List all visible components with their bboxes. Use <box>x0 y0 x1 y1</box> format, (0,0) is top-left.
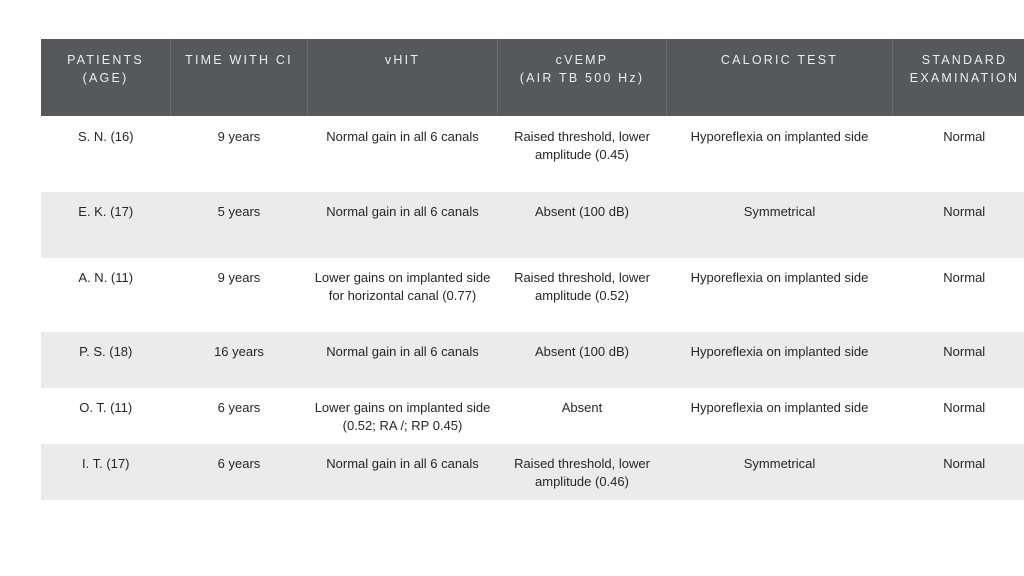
header-cvemp: cVEMP (AIR TB 500 Hz) <box>498 39 667 116</box>
cell-cvemp: Raised threshold, lower amplitude (0.45) <box>498 116 667 192</box>
cell-patient: A. N. (11) <box>41 258 171 332</box>
cell-caloric: Hyporeflexia on implanted side <box>667 332 893 388</box>
header-standard-examination: STANDARD EXAMINATION <box>893 39 1024 116</box>
table-row <box>41 258 1024 332</box>
table-row <box>41 332 1024 388</box>
table-row <box>41 192 1024 258</box>
cell-cvemp: Absent <box>498 388 667 444</box>
cell-cvemp: Absent (100 dB) <box>498 332 667 388</box>
header-patients: PATIENTS (AGE) <box>41 39 171 116</box>
results-table <box>41 39 1024 500</box>
table-row <box>41 444 1024 500</box>
cell-vhit: Normal gain in all 6 canals <box>308 192 498 258</box>
cell-time: 6 years <box>171 444 308 500</box>
cell-time: 16 years <box>171 332 308 388</box>
cell-vhit: Normal gain in all 6 canals <box>308 116 498 192</box>
cell-caloric: Symmetrical <box>667 444 893 500</box>
table-row <box>41 116 1024 192</box>
cell-cvemp: Absent (100 dB) <box>498 192 667 258</box>
cell-time: 9 years <box>171 116 308 192</box>
header-vhit: vHIT <box>308 39 498 116</box>
cell-standard: Normal <box>893 388 1024 444</box>
table-row <box>41 388 1024 444</box>
cell-standard: Normal <box>893 444 1024 500</box>
cell-vhit: Lower gains on implanted side (0.52; RA /; RP 0.45) <box>308 388 498 444</box>
cell-patient: O. T. (11) <box>41 388 171 444</box>
cell-patient: P. S. (18) <box>41 332 171 388</box>
cell-standard: Normal <box>893 192 1024 258</box>
cell-standard: Normal <box>893 332 1024 388</box>
cell-patient: E. K. (17) <box>41 192 171 258</box>
cell-time: 6 years <box>171 388 308 444</box>
cell-time: 9 years <box>171 258 308 332</box>
cell-vhit: Lower gains on implanted side for horizontal canal (0.77) <box>308 258 498 332</box>
header-time-with-ci: TIME WITH CI <box>171 39 308 116</box>
cell-caloric: Hyporeflexia on implanted side <box>667 258 893 332</box>
cell-standard: Normal <box>893 258 1024 332</box>
cell-cvemp: Raised threshold, lower amplitude (0.52) <box>498 258 667 332</box>
cell-vhit: Normal gain in all 6 canals <box>308 332 498 388</box>
cell-standard: Normal <box>893 116 1024 192</box>
cell-caloric: Hyporeflexia on implanted side <box>667 116 893 192</box>
header-caloric-test: CALORIC TEST <box>667 39 893 116</box>
cell-vhit: Normal gain in all 6 canals <box>308 444 498 500</box>
cell-cvemp: Raised threshold, lower amplitude (0.46) <box>498 444 667 500</box>
cell-caloric: Hyporeflexia on implanted side <box>667 388 893 444</box>
header-row <box>41 39 1024 116</box>
cell-patient: I. T. (17) <box>41 444 171 500</box>
cell-patient: S. N. (16) <box>41 116 171 192</box>
cell-time: 5 years <box>171 192 308 258</box>
cell-caloric: Symmetrical <box>667 192 893 258</box>
